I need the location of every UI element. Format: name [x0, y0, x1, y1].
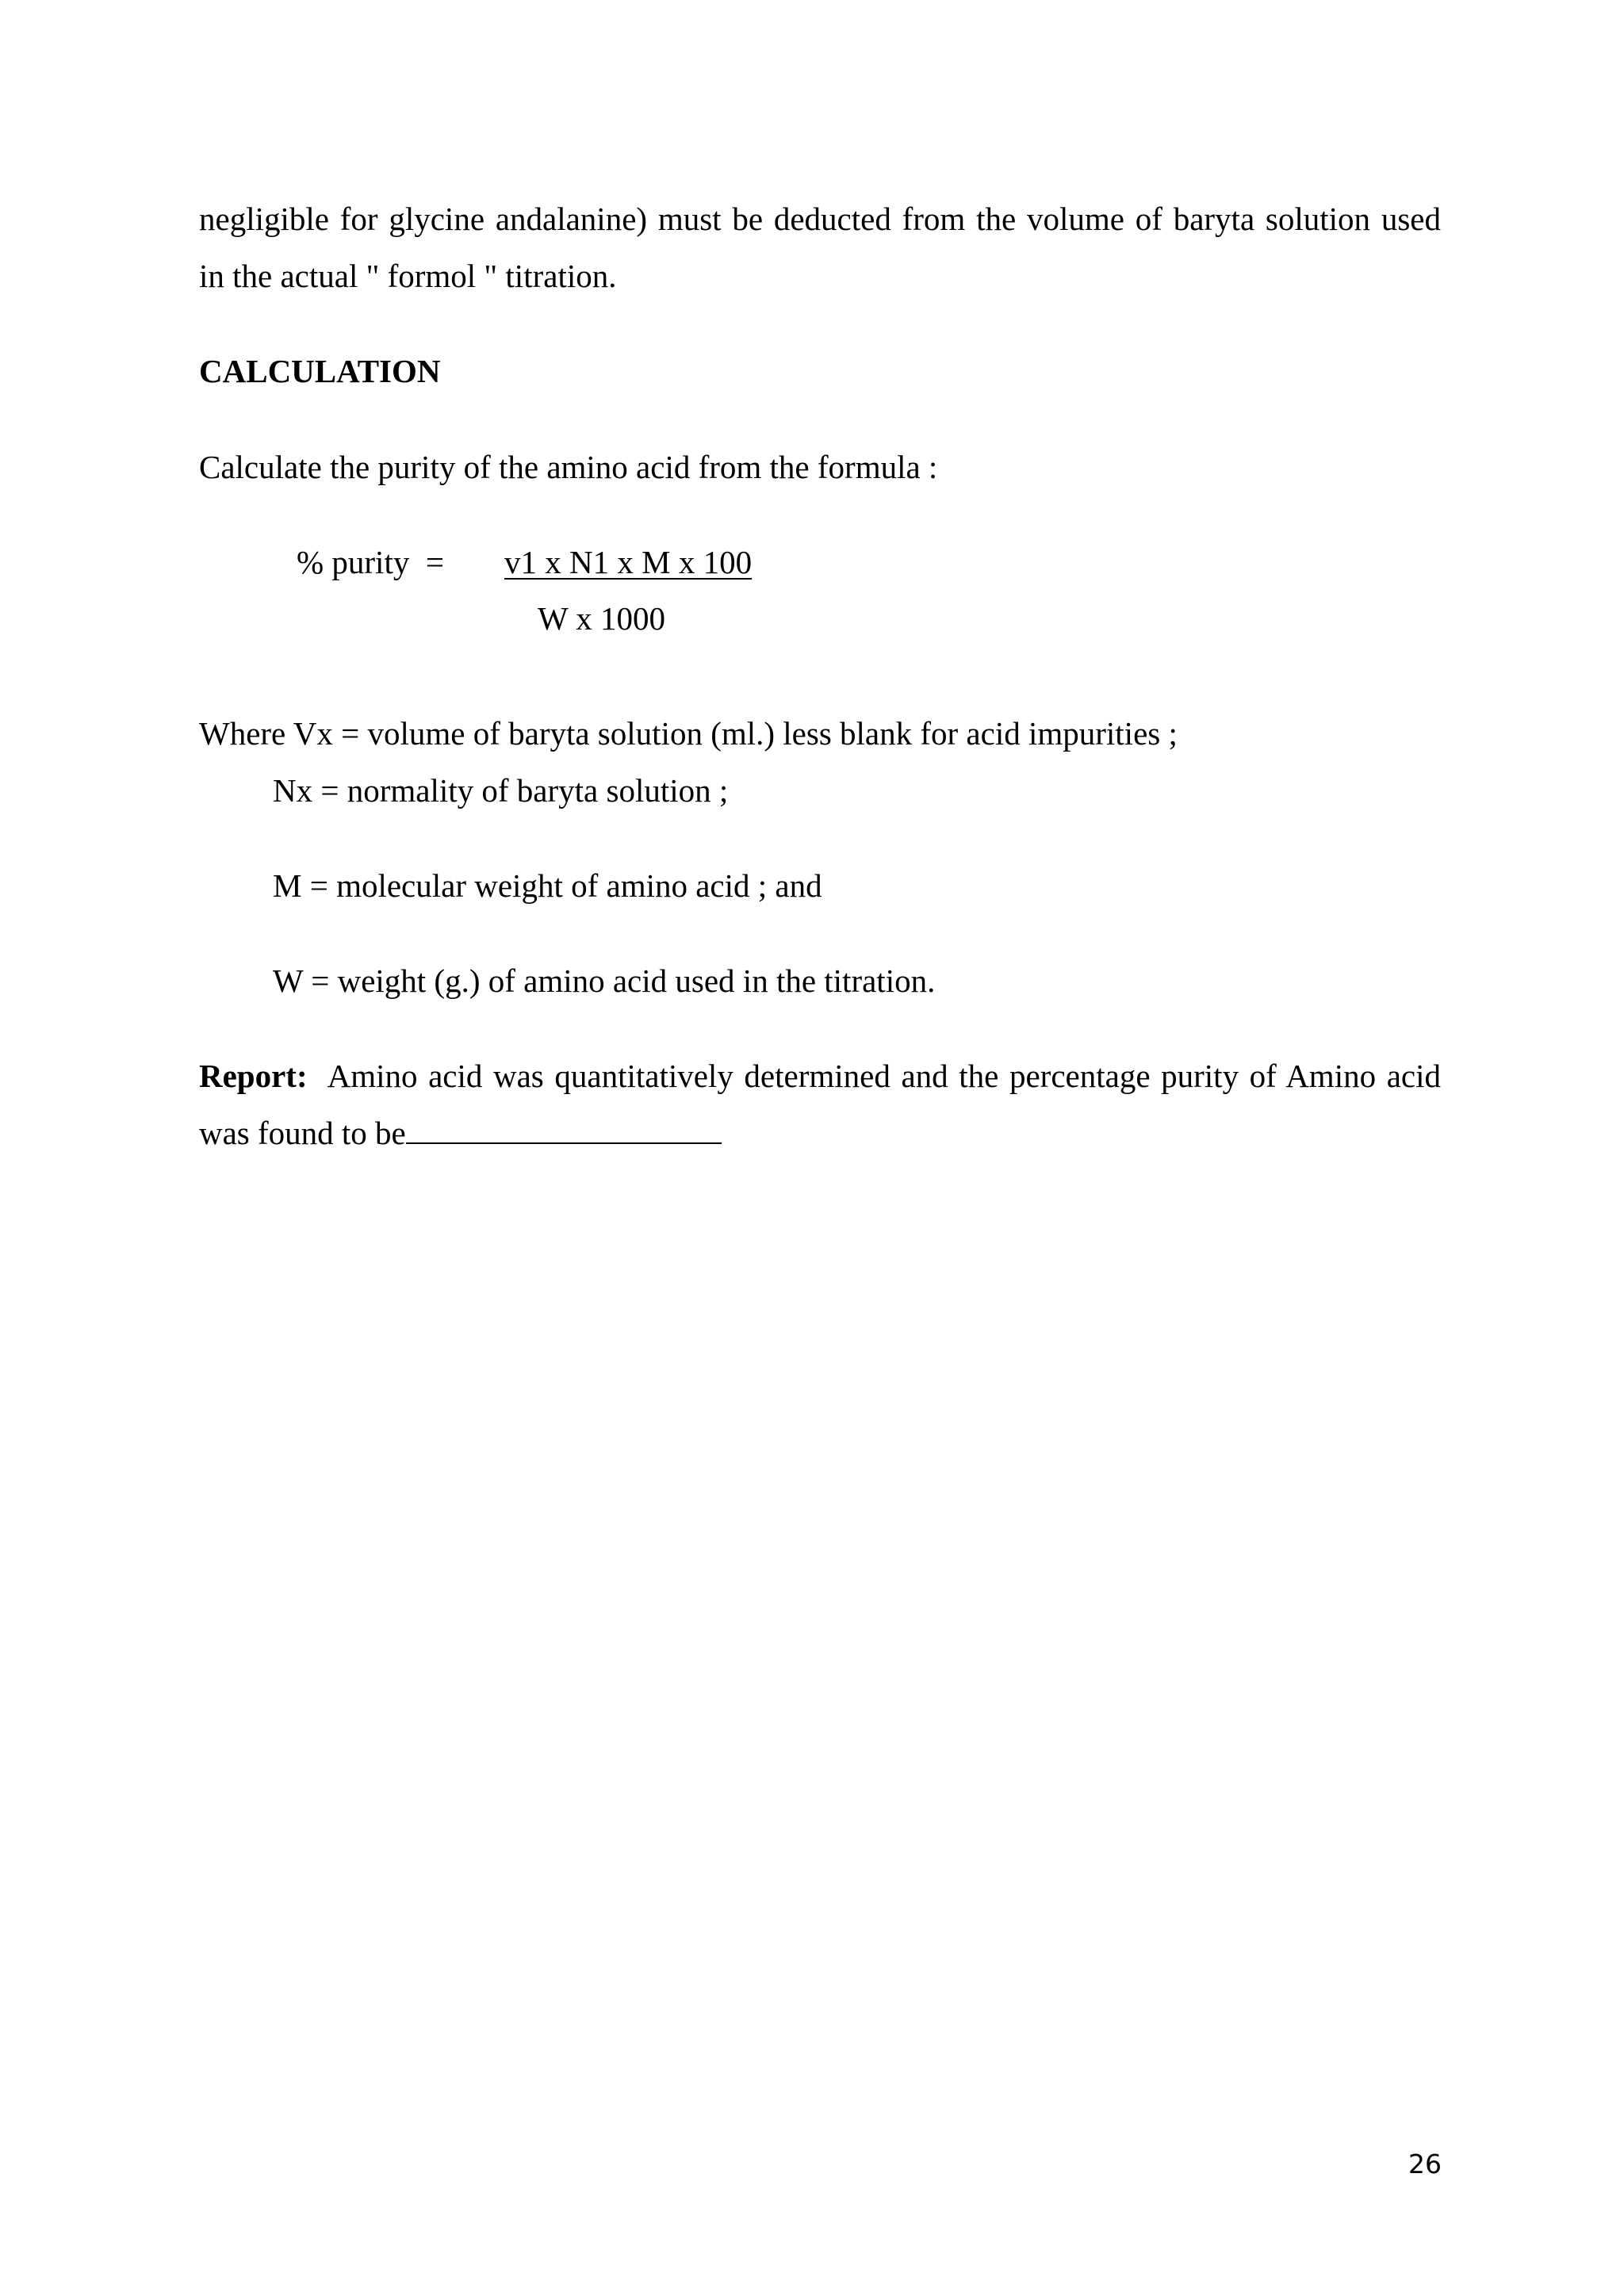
definition-nx: Nx = normality of baryta solution ;: [273, 772, 729, 809]
report-label: Report:: [199, 1058, 308, 1094]
answer-blank: [406, 1119, 722, 1144]
formula-label: % purity =: [297, 544, 444, 580]
page-number: 26: [1408, 2149, 1442, 2179]
continuation-line-2: in the actual " formol " titration.: [199, 258, 617, 294]
report-line-1: [199, 1060, 1441, 1093]
continuation-line-1: negligible for glycine andalanine) must be deducted from the volume of baryta solution used: [199, 201, 1441, 237]
definition-w: W = weight (g.) of amino acid used in the titration.: [273, 962, 936, 999]
calculation-intro: Calculate the purity of the amino acid from the formula :: [199, 449, 938, 485]
definition-m: M = molecular weight of amino acid ; and: [273, 867, 822, 904]
report-line-2: [199, 1117, 722, 1150]
definition-vx: Where Vx = volume of baryta solution (ml.) less blank for acid impurities ;: [199, 715, 1178, 752]
report-text-line-2: was found to be: [199, 1115, 406, 1151]
report-text-line-1: Amino acid was quantitatively determined and the percentage purity of Amino acid: [327, 1058, 1441, 1094]
calculation-heading: CALCULATION: [199, 353, 441, 389]
formula-numerator: v1 x N1 x M x 100: [504, 544, 753, 580]
formula-denominator: W x 1000: [538, 600, 665, 637]
